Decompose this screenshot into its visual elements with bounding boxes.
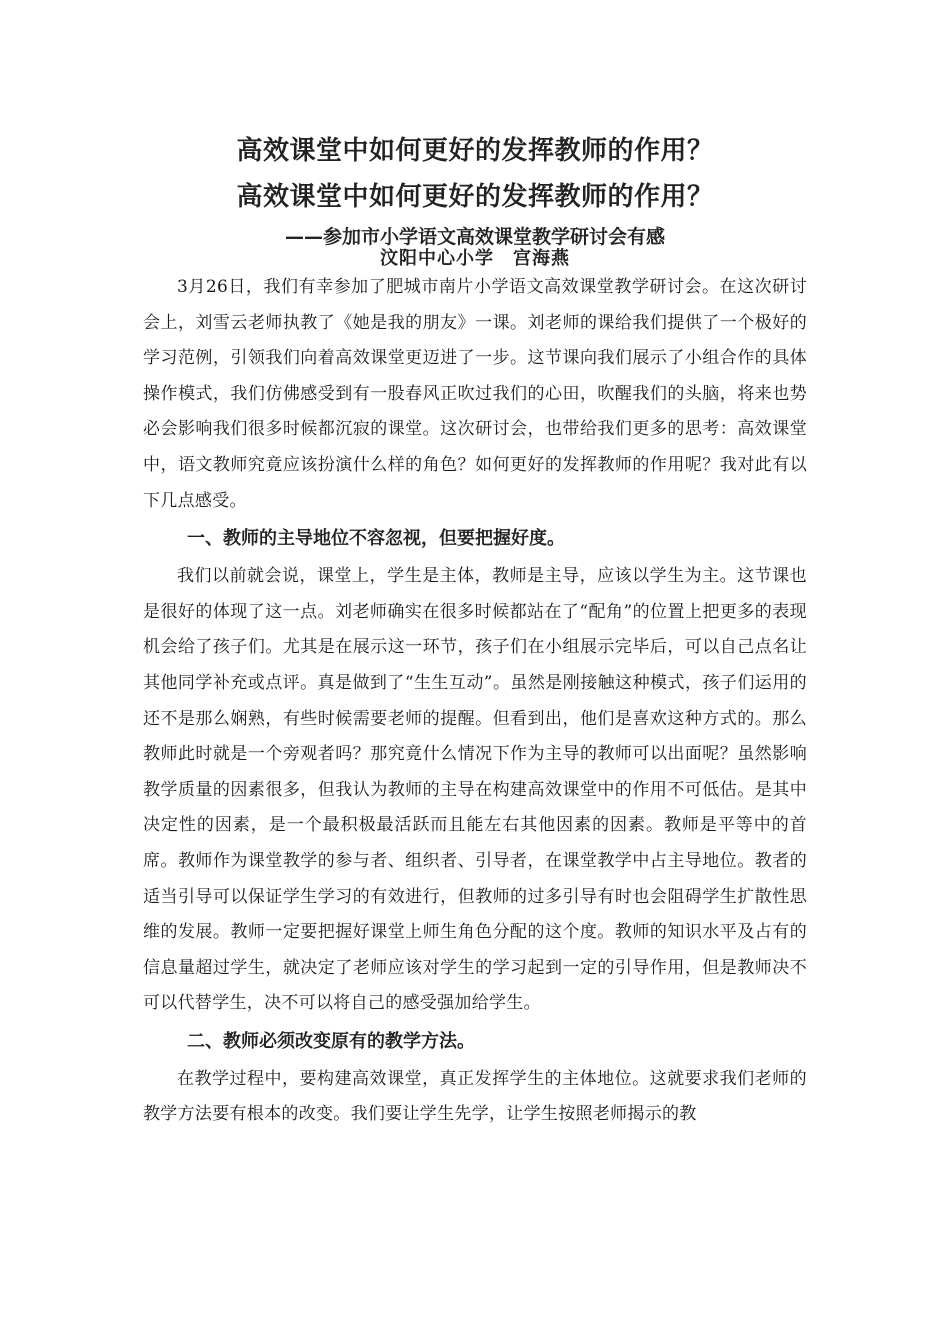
document-title: 高效课堂中如何更好的发挥教师的作用？ <box>236 136 714 166</box>
document-subtitle: ——参加市小学语文高效课堂教学研讨会有感 <box>284 226 665 248</box>
section-heading-2: 二、教师必须改变原有的教学方法。 <box>187 1030 475 1052</box>
section-paragraph-1: 我们以前就会说，课堂上，学生是主体，教师是主导，应该以学生为主。这节课也是很好的体现了这一点。刘老师确实在很多时候都站在了“配角”的位置上把更多的表现机会给了孩子们。尤其是在展示这一环节，孩子们在小组展示完毕后，可以自己点名让其他同学补充或点评。真是做到了“生生互动”。虽然是刚接触这种模式，孩子们运用的还不是那么娴熟，有些时候需要老师的提醒。但看到出，他们是喜欢这种方式的。那么教师此时就是一个旁观者吗？那究竟什么情况下作为主导的教师可以出面呢？虽然影响教学质量的因素很多，但我认为教师的主导在构建高效课堂中的作用不可低估。是其中决定性的因素，是一个最积极最活跃而且能左右其他因素的因素。教师是平等中的首席。教师作为课堂教学的参与者、组织者、引导者，在课堂教学中占主导地位。教者的适当引导可以保证学生学习的有效进行，但教师的过多引导有时也会阻碍学生扩散性思维的发展。教师一定要把握好课堂上师生角色分配的这个度。教师的知识水平及占有的信息量超过学生，就决定了老师应该对学生的学习起到一定的引导作用，但是教师决不可以代替学生，决不可以将自己的感受强加给学生。 <box>143 566 807 1014</box>
author-line: 汶阳中心小学 宫海燕 <box>380 248 570 269</box>
intro-paragraph: 3月26日，我们有幸参加了肥城市南片小学语文高效课堂教学研讨会。在这次研讨会上，刘雪云老师执教了《她是我的朋友》一课。刘老师的课给我们提供了一个极好的学习范例，引领我们向着高效课堂更迈进了一步。这节课向我们展示了小组合作的具体操作模式，我们仿佛感受到有一股春风正吹过我们的心田，吹醒我们的头脑，将来也势必会影响我们很多时候都沉寂的课堂。这次研讨会，也带给我们更多的思考：高效课堂中，语文教师究竟应该扮演什么样的角色？如何更好的发挥教师的作用呢？我对此有以下几点感受。 <box>143 277 807 511</box>
section-heading-1: 一、教师的主导地位不容忽视，但要把握好度。 <box>187 528 565 550</box>
document-page <box>143 128 807 1133</box>
document-title-repeat: 高效课堂中如何更好的发挥教师的作用？ <box>236 182 714 212</box>
section-paragraph-2: 在教学过程中，要构建高效课堂，真正发挥学生的主体地位。这就要求我们老师的教学方法要有根本的改变。我们要让学生先学，让学生按照老师揭示的教 <box>143 1068 807 1125</box>
